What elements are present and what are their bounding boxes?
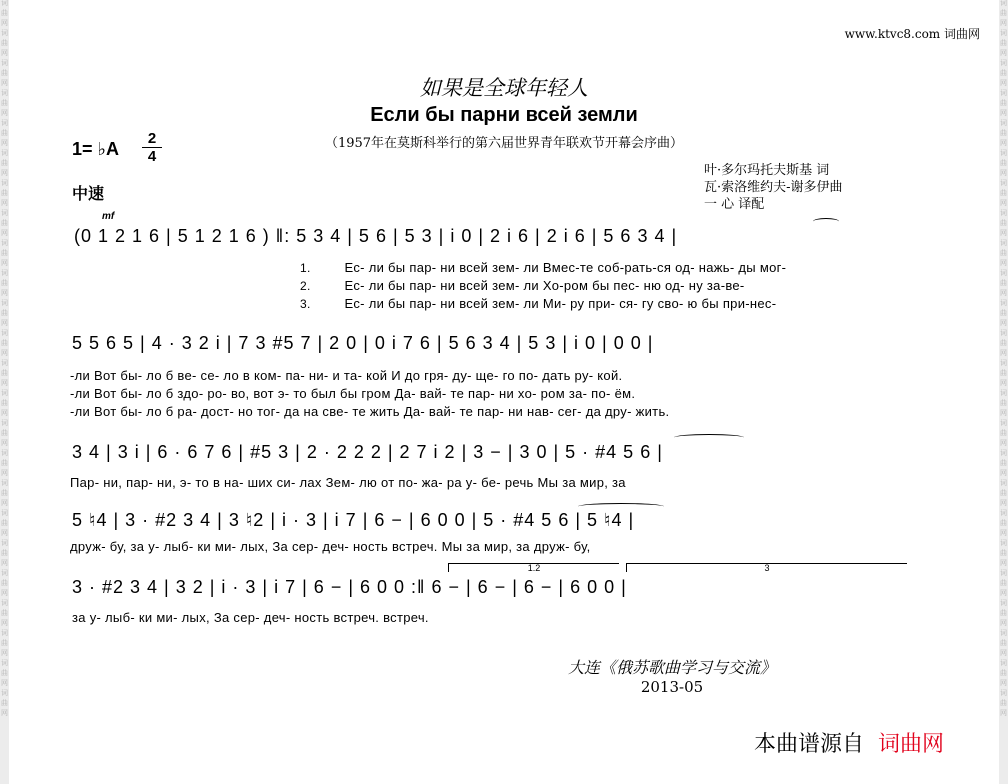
watermark-glyph: 网 — [1000, 620, 1007, 627]
lyric-text: Ес- ли бы пар- ни всей зем- ли Ми- ру при- ся- гу сво- ю бы при-нес- — [344, 296, 777, 311]
watermark-glyph: 网 — [1000, 470, 1007, 477]
watermark-glyph: 曲 — [1000, 40, 1007, 47]
watermark-glyph: 网 — [1000, 380, 1007, 387]
watermark-glyph: 曲 — [1000, 400, 1007, 407]
watermark-glyph: 词 — [1000, 540, 1007, 547]
score-line-1: (0 1 2 1 6 | 5 1 2 1 6 ) ‖: 5 3 4 | 5 6 | 5 3 | i 0 | 2 i 6 | 2 i 6 | 5 6 3 4 | — [74, 226, 678, 246]
watermark-glyph: 曲 — [1000, 640, 1007, 647]
slur-mark — [813, 218, 839, 225]
watermark-glyph: 网 — [1000, 590, 1007, 597]
watermark-glyph: 网 — [1000, 50, 1007, 57]
watermark-glyph: 曲 — [1000, 610, 1007, 617]
title-russian: Если бы парни всей земли — [370, 104, 638, 126]
watermark-glyph: 网 — [1000, 200, 1007, 207]
watermark-glyph: 词 — [1000, 120, 1007, 127]
watermark-glyph: 词 — [1, 180, 8, 187]
watermark-glyph: 曲 — [1000, 70, 1007, 77]
lyric-row-verse-3 — [300, 296, 776, 311]
watermark-glyph: 网 — [1, 680, 8, 687]
watermark-glyph: 词 — [1000, 510, 1007, 517]
watermark-glyph: 网 — [1, 50, 8, 57]
watermark-glyph: 网 — [1000, 80, 1007, 87]
lyric-row-2a: -ли Вот бы- ло б ве- се- ло в ком- па- ни- и та- кой И до гря- ду- ще- го по- дать ру- кой. — [70, 368, 623, 383]
watermark-glyph: 词 — [1, 480, 8, 487]
watermark-glyph: 曲 — [1000, 550, 1007, 557]
watermark-glyph: 曲 — [1000, 700, 1007, 707]
watermark-glyph: 网 — [1000, 440, 1007, 447]
watermark-glyph: 网 — [1000, 260, 1007, 267]
score-line-4: 5 ♮4 | 3 · #2 3 4 | 3 ♮2 | i · 3 | i 7 | 6 − | 6 0 0 | 5 · #4 5 6 | 5 ♮4 | — [72, 510, 635, 530]
watermark-glyph: 词 — [1, 210, 8, 217]
watermark-glyph: 网 — [1, 380, 8, 387]
watermark-glyph: 词 — [1000, 450, 1007, 457]
key-signature: 1= ♭A — [72, 139, 120, 159]
watermark-glyph: 词 — [1000, 480, 1007, 487]
watermark-glyph: 词 — [1, 630, 8, 637]
watermark-glyph: 曲 — [1000, 370, 1007, 377]
watermark-glyph: 网 — [1, 500, 8, 507]
watermark-glyph: 网 — [1, 20, 8, 27]
watermark-glyph: 曲 — [1, 220, 8, 227]
watermark-glyph: 曲 — [1, 430, 8, 437]
watermark-glyph: 曲 — [1, 130, 8, 137]
watermark-glyph: 曲 — [1000, 430, 1007, 437]
watermark-glyph: 曲 — [1, 70, 8, 77]
watermark-glyph: 曲 — [1, 400, 8, 407]
watermark-glyph: 曲 — [1, 550, 8, 557]
watermark-glyph: 网 — [1, 140, 8, 147]
watermark-glyph: 词 — [1, 570, 8, 577]
watermark-glyph: 曲 — [1000, 310, 1007, 317]
title-chinese: 如果是全球年轻人 — [420, 76, 588, 100]
watermark-glyph: 曲 — [1000, 520, 1007, 527]
watermark-glyph: 曲 — [1000, 250, 1007, 257]
watermark-glyph: 曲 — [1000, 490, 1007, 497]
watermark-glyph: 词 — [1, 360, 8, 367]
watermark-glyph: 网 — [1, 110, 8, 117]
subtitle: （1957年在莫斯科举行的第六届世界青年联欢节开幕会序曲） — [324, 136, 684, 151]
watermark-glyph: 曲 — [1000, 460, 1007, 467]
watermark-glyph: 词 — [1, 300, 8, 307]
watermark-glyph: 词 — [1, 30, 8, 37]
watermark-glyph: 词 — [1000, 30, 1007, 37]
watermark-glyph: 词 — [1000, 660, 1007, 667]
lyric-text: Ес- ли бы пар- ни всей зем- ли Хо-ром бы пес- ню од- ну за-ве- — [344, 278, 745, 293]
watermark-glyph: 词 — [1, 90, 8, 97]
watermark-glyph: 网 — [1, 320, 8, 327]
watermark-glyph: 曲 — [1, 160, 8, 167]
watermark-glyph: 网 — [1000, 560, 1007, 567]
watermark-glyph: 曲 — [1, 460, 8, 467]
watermark-glyph: 网 — [1, 260, 8, 267]
verse-number: 1. — [300, 261, 311, 275]
footer-brand-link[interactable]: 词曲网 — [878, 731, 945, 756]
lyric-row-5: за у- лыб- ки ми- лых, За сер- деч- ность встреч. встреч. — [72, 610, 429, 625]
lyric-row-3: Пар- ни, пар- ни, э- то в на- ших си- лах Зем- лю от по- жа- ра у- бе- речь Мы за мир, за — [70, 475, 626, 490]
watermark-glyph: 网 — [1, 470, 8, 477]
watermark-glyph: 词 — [1, 390, 8, 397]
watermark-glyph: 曲 — [1000, 100, 1007, 107]
lyric-row-2b: -ли Вот бы- ло б здо- ро- во, вот э- то был бы гром Да- вай- те пар- ни хо- ром за- по- ём. — [70, 386, 636, 401]
watermark-glyph: 词 — [1000, 0, 1007, 7]
watermark-glyph: 词 — [1, 330, 8, 337]
lyric-row-4: друж- бу, за у- лыб- ки ми- лых, За сер- деч- ность встреч. Мы за мир, за друж- бу, — [70, 539, 591, 554]
watermark-glyph: 网 — [1, 170, 8, 177]
watermark-glyph: 词 — [1000, 90, 1007, 97]
tie-mark — [674, 434, 744, 441]
source-date: 2013-05 — [640, 678, 704, 696]
watermark-glyph: 网 — [1000, 530, 1007, 537]
lyric-row-verse-2 — [300, 278, 745, 293]
watermark-glyph: 网 — [1000, 140, 1007, 147]
watermark-glyph: 词 — [1, 270, 8, 277]
watermark-glyph: 词 — [1000, 300, 1007, 307]
lyric-text: Ес- ли бы пар- ни всей зем- ли Вмес-те соб-рать-ся од- нажь- ды мог- — [344, 260, 787, 275]
watermark-glyph: 曲 — [1, 640, 8, 647]
watermark-glyph: 网 — [1000, 710, 1007, 717]
lyric-row-2c: -ли Вот бы- ло б ра- дост- но тог- да на све- те жить Да- вай- те пар- ни нав- сег- да дру- жить. — [70, 404, 670, 419]
watermark-glyph: 词 — [1000, 180, 1007, 187]
watermark-glyph: 曲 — [1, 580, 8, 587]
watermark-glyph: 曲 — [1000, 220, 1007, 227]
score-line-2: 5 5 6 5 | 4 · 3 2 i | 7 3 #5 7 | 2 0 | 0 i 7 6 | 5 6 3 4 | 5 3 | i 0 | 0 0 | — [72, 333, 654, 353]
watermark-glyph: 网 — [1000, 350, 1007, 357]
watermark-glyph: 词 — [1, 600, 8, 607]
watermark-glyph: 词 — [1, 540, 8, 547]
watermark-glyph: 曲 — [1, 10, 8, 17]
watermark-glyph: 曲 — [1000, 10, 1007, 17]
lyric-row-verse-1 — [300, 260, 786, 275]
watermark-glyph: 词 — [1000, 270, 1007, 277]
watermark-glyph: 网 — [1000, 500, 1007, 507]
watermark-glyph: 词 — [1, 510, 8, 517]
watermark-glyph: 曲 — [1000, 280, 1007, 287]
watermark-glyph: 词 — [1000, 690, 1007, 697]
watermark-glyph: 网 — [1000, 320, 1007, 327]
watermark-glyph: 词 — [1000, 600, 1007, 607]
watermark-glyph: 词 — [1000, 240, 1007, 247]
watermark-glyph: 曲 — [1000, 580, 1007, 587]
watermark-glyph: 曲 — [1, 190, 8, 197]
watermark-glyph: 词 — [1000, 150, 1007, 157]
watermark-glyph: 网 — [1, 410, 8, 417]
site-url[interactable]: www.ktvc8.com 词曲网 — [844, 27, 980, 41]
watermark-glyph: 词 — [1000, 390, 1007, 397]
watermark-glyph: 词 — [1000, 330, 1007, 337]
watermark-glyph: 网 — [1, 710, 8, 717]
time-signature-bottom: 4 — [147, 148, 157, 165]
watermark-glyph: 网 — [1000, 230, 1007, 237]
watermark-glyph: 曲 — [1, 490, 8, 497]
volta-second-ending: 3 — [626, 563, 907, 572]
verse-number: 3. — [300, 297, 311, 311]
watermark-glyph: 曲 — [1, 370, 8, 377]
watermark-glyph: 曲 — [1, 280, 8, 287]
watermark-glyph: 网 — [1, 620, 8, 627]
watermark-glyph: 曲 — [1000, 190, 1007, 197]
watermark-glyph: 词 — [1, 60, 8, 67]
watermark-glyph: 网 — [1, 230, 8, 237]
watermark-glyph: 曲 — [1, 700, 8, 707]
watermark-glyph: 词 — [1, 0, 8, 7]
watermark-glyph: 网 — [1000, 170, 1007, 177]
watermark-glyph: 曲 — [1, 610, 8, 617]
watermark-glyph: 曲 — [1, 670, 8, 677]
footer-label: 本曲谱源自 — [754, 731, 865, 756]
watermark-glyph: 网 — [1, 530, 8, 537]
source-credit — [568, 655, 776, 696]
watermark-glyph: 网 — [1, 80, 8, 87]
watermark-glyph: 词 — [1000, 630, 1007, 637]
watermark-glyph: 网 — [1000, 680, 1007, 687]
dynamic-marking: mf — [102, 211, 115, 222]
credits — [704, 162, 843, 213]
watermark-glyph: 词 — [1, 690, 8, 697]
watermark-glyph: 网 — [1, 590, 8, 597]
credit-lyricist: 叶·多尔玛托夫斯基 词 — [704, 163, 830, 178]
volta-first-ending: 1.2 — [448, 563, 619, 572]
watermark-glyph: 词 — [1, 660, 8, 667]
tempo-marking: 中速 — [72, 186, 105, 203]
watermark-glyph: 词 — [1000, 360, 1007, 367]
watermark-glyph: 词 — [1000, 570, 1007, 577]
watermark-glyph: 词 — [1000, 60, 1007, 67]
tie-mark — [578, 503, 664, 510]
watermark-glyph: 曲 — [1000, 340, 1007, 347]
credit-translator: 一 心 译配 — [704, 197, 765, 212]
score-line-5: 3 · #2 3 4 | 3 2 | i · 3 | i 7 | 6 − | 6 0 0 :‖ 6 − | 6 − | 6 − | 6 0 0 | — [72, 577, 627, 597]
watermark-glyph: 网 — [1000, 20, 1007, 27]
watermark-glyph: 词 — [1, 420, 8, 427]
watermark-glyph: 网 — [1000, 290, 1007, 297]
watermark-glyph: 网 — [1, 290, 8, 297]
watermark-glyph: 网 — [1000, 650, 1007, 657]
watermark-glyph: 网 — [1, 560, 8, 567]
time-signature-top: 2 — [147, 130, 157, 147]
watermark-glyph: 网 — [1000, 410, 1007, 417]
watermark-glyph: 曲 — [1000, 670, 1007, 677]
watermark-glyph: 词 — [1, 120, 8, 127]
watermark-glyph: 网 — [1, 200, 8, 207]
watermark-glyph: 词 — [1000, 210, 1007, 217]
watermark-glyph: 曲 — [1, 40, 8, 47]
source-name: 大连《俄苏歌曲学习与交流》 — [568, 658, 777, 677]
score-line-3: 3 4 | 3 i | 6 · 6 7 6 | #5 3 | 2 · 2 2 2 | 2 7 i 2 | 3 − | 3 0 | 5 · #4 5 6 | — [72, 442, 663, 462]
watermark-glyph: 曲 — [1, 520, 8, 527]
time-signature — [142, 131, 162, 164]
verse-number: 2. — [300, 279, 311, 293]
watermark-glyph: 网 — [1, 650, 8, 657]
watermark-glyph: 网 — [1, 350, 8, 357]
watermark-glyph: 曲 — [1000, 160, 1007, 167]
watermark-glyph: 词 — [1, 240, 8, 247]
watermark-glyph: 曲 — [1000, 130, 1007, 137]
watermark-glyph: 曲 — [1, 250, 8, 257]
watermark-glyph: 曲 — [1, 100, 8, 107]
watermark-glyph: 网 — [1000, 110, 1007, 117]
watermark-glyph: 网 — [1, 440, 8, 447]
watermark-glyph: 曲 — [1, 310, 8, 317]
credit-composer: 瓦·索洛维约夫-谢多伊曲 — [704, 180, 843, 195]
watermark-glyph: 词 — [1, 150, 8, 157]
watermark-glyph: 曲 — [1, 340, 8, 347]
watermark-glyph: 词 — [1000, 420, 1007, 427]
watermark-glyph: 词 — [1, 450, 8, 457]
